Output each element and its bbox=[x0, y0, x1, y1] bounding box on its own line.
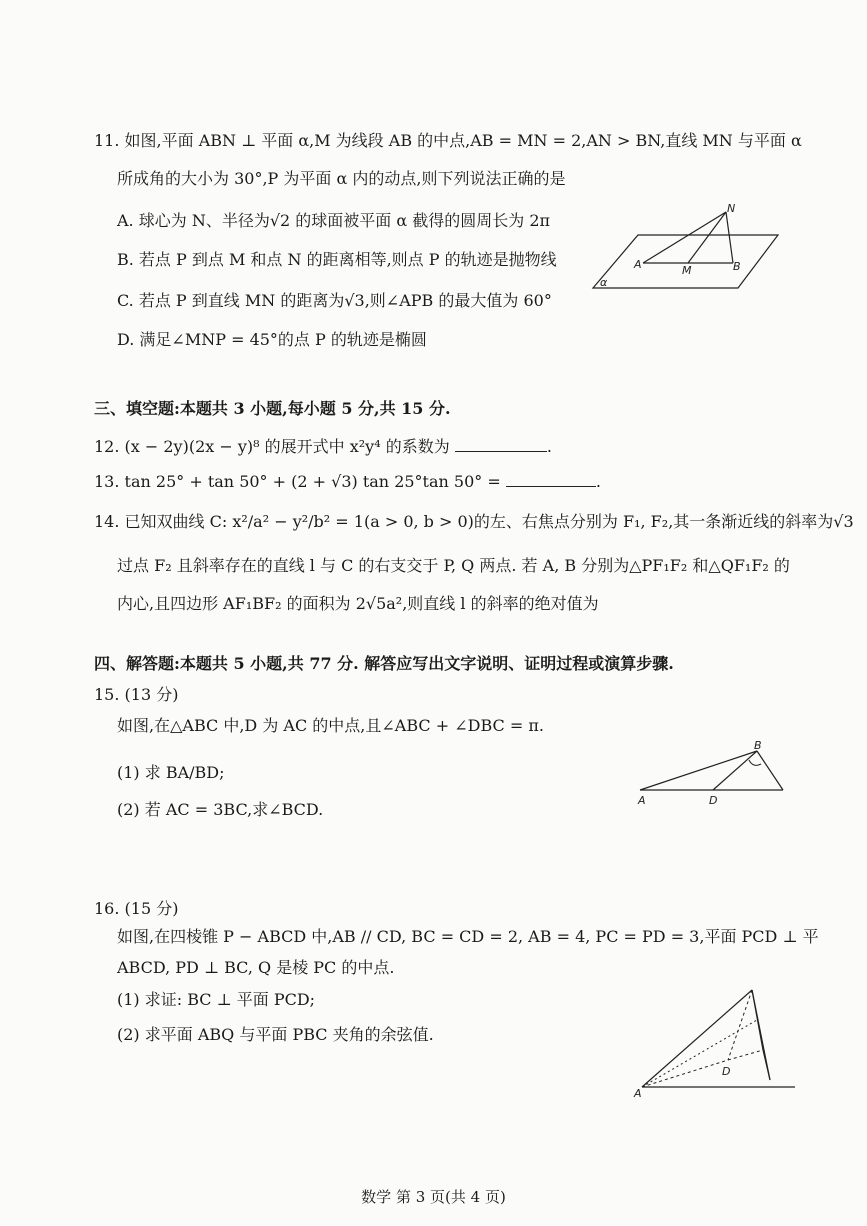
q11-option-a: A. 球心为 N、半径为√2 的球面被平面 α 截得的圆周长为 2π bbox=[117, 211, 551, 230]
q11-label-b: B bbox=[733, 260, 741, 273]
q16-edge-cb bbox=[763, 1050, 770, 1080]
q11-segment-mn bbox=[688, 212, 726, 263]
q11-segment-an bbox=[643, 212, 726, 263]
q11-stem-line2: 所成角的大小为 30°,P 为平面 α 内的动点,则下列说法正确的是 bbox=[117, 169, 566, 188]
q12-answer-blank[interactable] bbox=[455, 451, 547, 452]
page-footer: 数学 第 3 页(共 4 页) bbox=[361, 1188, 506, 1206]
q16-stem-line1: 如图,在四棱锥 P − ABCD 中,AB // CD, BC = CD = 2, AB = 4, PC = PD = 3,平面 PCD ⊥ 平 bbox=[117, 927, 819, 946]
q11-label-n: N bbox=[727, 202, 736, 215]
q11-segment-bn bbox=[726, 212, 733, 263]
q15-label-d: D bbox=[709, 794, 718, 807]
q16-part2: (2) 求平面 ABQ 与平面 PBC 夹角的余弦值. bbox=[117, 1025, 434, 1044]
q16-edge-ad bbox=[642, 1060, 731, 1087]
q11-plane-alpha bbox=[593, 235, 778, 288]
q16-segment-aq bbox=[642, 1020, 757, 1087]
q15-part1: (1) 求 BA/BD; bbox=[117, 763, 225, 782]
q16-edge-dc bbox=[728, 1050, 763, 1060]
q11-option-d: D. 满足∠MNP = 45°的点 P 的轨迹是椭圆 bbox=[117, 330, 427, 349]
q15-angle-mark bbox=[749, 760, 761, 765]
q12-end: . bbox=[546, 437, 552, 456]
q16-label-a: A bbox=[634, 1087, 642, 1100]
q14-line2: 过点 F₂ 且斜率存在的直线 l 与 C 的右支交于 P, Q 两点. 若 A, B 分别为△PF₁F₂ 和△QF₁F₂ 的 bbox=[117, 556, 790, 575]
q14-line3: 内心,且四边形 AF₁BF₂ 的面积为 2√5a²,则直线 l 的斜率的绝对值为 bbox=[117, 594, 599, 613]
q13-answer-blank[interactable] bbox=[506, 486, 596, 487]
q14-line1: 14. 已知双曲线 C: x²/a² − y²/b² = 1(a > 0, b > 0)的左、右焦点分别为 F₁, F₂,其一条渐近线的斜率为√3 bbox=[94, 512, 854, 531]
q15-stem: 如图,在△ABC 中,D 为 AC 的中点,且∠ABC + ∠DBC = π. bbox=[117, 716, 544, 735]
section-4-heading: 四、解答题:本题共 5 小题,共 77 分. 解答应写出文字说明、证明过程或演算步骤. bbox=[94, 654, 674, 673]
q11-label-a: A bbox=[634, 258, 642, 271]
q11-option-c: C. 若点 P 到直线 MN 的距离为√3,则∠APB 的最大值为 60° bbox=[117, 291, 552, 310]
q11-label-m: M bbox=[682, 264, 692, 277]
q12 bbox=[94, 437, 552, 457]
q12-text: 12. (x − 2y)(2x − y)⁸ 的展开式中 x²y⁴ 的系数为 bbox=[94, 437, 450, 456]
q16-label-d: D bbox=[722, 1065, 731, 1078]
section-3-heading: 三、填空题:本题共 3 小题,每小题 5 分,共 15 分. bbox=[94, 399, 451, 418]
q16-figure bbox=[630, 985, 800, 1100]
q11-option-b: B. 若点 P 到点 M 和点 N 的距离相等,则点 P 的轨迹是抛物线 bbox=[117, 250, 557, 269]
q15-segment-bd bbox=[713, 751, 757, 790]
q15-segment-bc bbox=[757, 751, 783, 790]
q15-label-a: A bbox=[638, 794, 646, 807]
q13-text: 13. tan 25° + tan 50° + (2 + √3) tan 25°tan 50° = bbox=[94, 472, 501, 491]
q16-part1: (1) 求证: BC ⊥ 平面 PCD; bbox=[117, 990, 316, 1009]
q11-stem-line1: 11. 如图,平面 ABN ⊥ 平面 α,M 为线段 AB 的中点,AB = MN = 2,AN > BN,直线 MN 与平面 α bbox=[94, 131, 802, 150]
q13 bbox=[94, 472, 601, 492]
q15-part2: (2) 若 AC = 3BC,求∠BCD. bbox=[117, 800, 324, 819]
q11-label-alpha: α bbox=[600, 276, 608, 289]
q15-figure bbox=[635, 738, 785, 808]
q13-end: . bbox=[595, 472, 601, 491]
q16-edge-pc bbox=[752, 990, 763, 1050]
q15-heading: 15. (13 分) bbox=[94, 685, 179, 704]
q11-figure bbox=[588, 200, 788, 295]
q16-edge-pa bbox=[642, 990, 752, 1087]
q16-heading: 16. (15 分) bbox=[94, 899, 179, 918]
q16-stem-line2: ABCD, PD ⊥ BC, Q 是棱 PC 的中点. bbox=[117, 958, 395, 977]
q15-segment-ab bbox=[640, 751, 757, 790]
q15-label-b: B bbox=[754, 739, 762, 752]
